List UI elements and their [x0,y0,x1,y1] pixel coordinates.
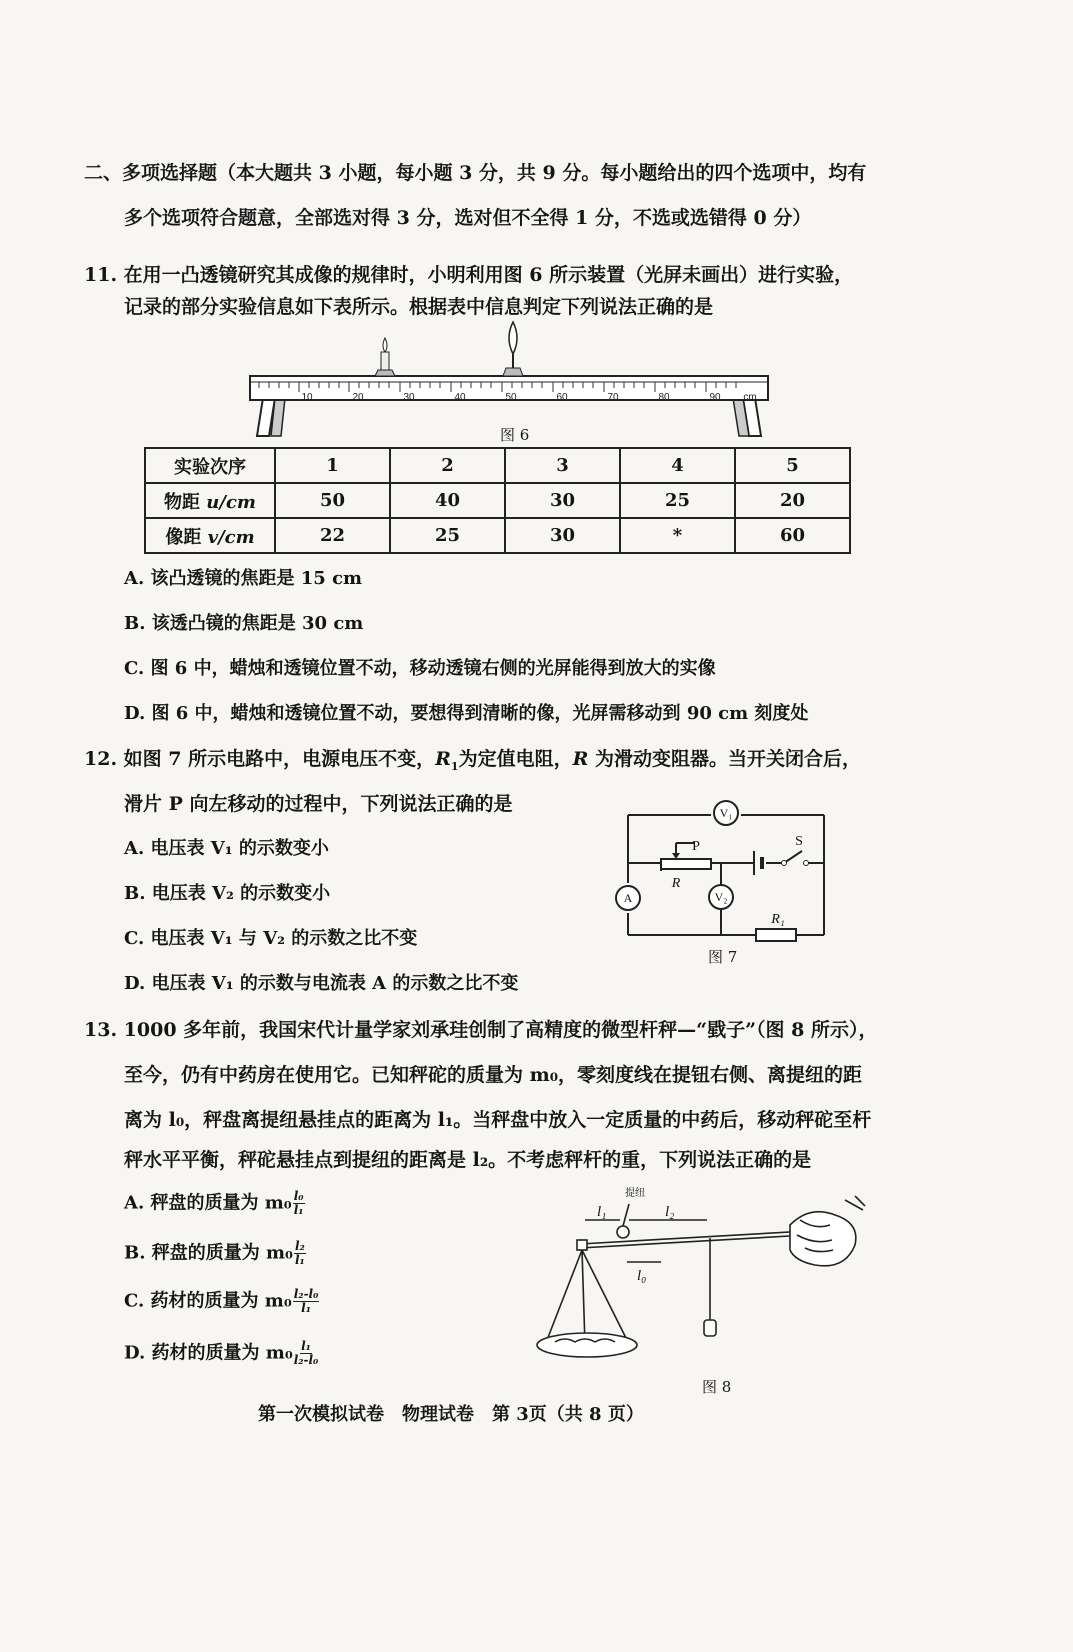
table-cell: 60 [735,518,850,553]
q11-option-d: D. 图 6 中，蜡烛和透镜位置不动，要想得到清晰的像，光屏需移动到 90 cm 刻度处 [124,703,809,724]
l2-label: l₂ [665,1204,675,1220]
table-cell [145,518,275,553]
q12-option-a: A. 电压表 V₁ 的示数变小 [124,838,329,859]
ruler-tick-label: 50 [505,392,517,403]
table-cell: 50 [275,483,390,518]
table-cell: 实验次序 [145,448,275,483]
table-cell [145,483,275,518]
fraction-numerator: l₀ [293,1189,304,1203]
table-cell: 25 [620,483,735,518]
option-text: A. 秤盘的质量为 m₀ [124,1192,292,1214]
fraction [294,1240,306,1267]
q13-stem-line1: 13. 1000 多年前，我国宋代计量学家刘承珪创制了高精度的微型杆秤—“戥子”（图 8 所示）， [84,1019,878,1041]
resistor-label: R₁ [771,912,785,927]
table-cell: * [620,518,735,553]
q13-stem-line4: 秤水平平衡，秤砣悬挂点到提纽的距离是 l₂。不考虑秤杆的重，下列说法正确的是 [124,1149,812,1171]
l1-label: l₁ [597,1204,607,1220]
option-text: D. 药材的质量为 m₀ [124,1342,293,1364]
table-cell: 22 [275,518,390,553]
row-label: 像距 [165,526,208,548]
convex-lens-icon [503,322,523,376]
q11-stem-line2: 记录的部分实验信息如下表所示。根据表中信息判定下列说法正确的是 [124,296,714,318]
rheostat-label: R [671,876,681,891]
figure-6-caption: 图 6 [500,426,530,444]
table-cell: 25 [390,518,505,553]
figure-8-steelyard [525,1180,885,1390]
section-heading-line2: 多个选项符合题意，全部选对得 3 分，选对但不全得 1 分，不选或选错得 0 分） [124,207,812,229]
q12-text: 为定值电阻， [458,748,573,770]
q12-stem-line2: 滑片 P 向左移动的过程中，下列说法正确的是 [124,793,513,815]
candle-icon [375,338,395,376]
fraction-denominator: l₂-l₀ [293,1353,319,1367]
knob-label: 提纽 [625,1188,645,1199]
figure-8-caption: 图 8 [702,1378,732,1396]
slider-label: P [692,839,700,854]
figure-7-caption: 图 7 [708,948,738,966]
table-cell: 5 [735,448,850,483]
q12-var-r1-sub: 1 [450,759,459,773]
ruler-tick-label: 90 [709,392,721,403]
q12-text: 12. 如图 7 所示电路中，电源电压不变， [84,748,436,770]
q13-option-b [124,1240,306,1267]
table-row [145,448,850,483]
q12-option-c: C. 电压表 V₁ 与 V₂ 的示数之比不变 [124,928,418,949]
table-cell: 3 [505,448,620,483]
fraction-denominator: l₁ [293,1203,304,1217]
q13-stem-line2: 至今，仍有中药房在使用它。已知秤砣的质量为 m₀，零刻度线在提钮右侧、离提纽的距 [124,1064,863,1086]
fraction-numerator: l₂ [294,1239,305,1253]
fraction-denominator: l₁ [301,1301,311,1315]
table-row [145,483,850,518]
q12-stem-line1 [84,746,861,780]
ruler-tick-label: 30 [403,392,415,403]
page-footer: 第一次模拟试卷 物理试卷 第 3页（共 8 页） [258,1404,644,1425]
table-cell: 2 [390,448,505,483]
table-cell: 30 [505,518,620,553]
q12-var-r: R [572,748,589,770]
ruler-tick-label: 60 [556,392,568,403]
section-heading-line1: 二、多项选择题（本大题共 3 小题，每小题 3 分，共 9 分。每小题给出的四个选项中，均有 [84,162,867,184]
ruler-tick-label: 40 [454,392,466,403]
table-row [145,518,850,553]
fraction [294,1340,319,1367]
q11-option-a: A. 该凸透镜的焦距是 15 cm [124,568,363,589]
fraction-numerator: l₁ [301,1339,311,1353]
q11-option-b: B. 该透凸镜的焦距是 30 cm [124,613,364,634]
table-cell: 20 [735,483,850,518]
fraction-numerator: l₂-l₀ [293,1287,319,1301]
voltmeter-v2-icon: V₂ [714,890,728,904]
ruler-tick-label: 70 [607,392,619,403]
fraction [293,1288,320,1315]
q13-stem-line3: 离为 l₀，秤盘离提纽悬挂点的距离为 l₁。当秤盘中放入一定质量的中药后，移动秤砣至杆 [124,1109,872,1131]
ruler-tick-label: 10 [301,392,313,403]
experiment-table [144,447,851,554]
q13-option-c [124,1288,319,1315]
row-label-unit: u/cm [206,491,256,513]
figure-7-circuit [606,795,836,945]
table-cell: 1 [275,448,390,483]
fraction-denominator: l₁ [294,1253,305,1267]
q13-option-d [124,1340,318,1367]
row-label: 物距 [164,491,207,513]
voltmeter-v1-icon: V₁ [719,806,733,820]
row-label-unit: v/cm [207,526,255,548]
q13-option-a [124,1190,305,1217]
table-cell: 40 [390,483,505,518]
q12-var-r1: R [435,748,451,770]
fraction [293,1190,305,1217]
q12-text: 为滑动变阻器。当开关闭合后， [588,748,862,770]
ammeter-icon: A [623,891,633,905]
q12-option-b: B. 电压表 V₂ 的示数变小 [124,883,331,904]
q11-stem-line1: 11. 在用一凸透镜研究其成像的规律时，小明利用图 6 所示装置（光屏未画出）进行实验， [84,264,854,286]
switch-label: S [795,834,803,849]
l0-label: l₀ [637,1268,647,1284]
option-text: B. 秤盘的质量为 m₀ [124,1242,293,1264]
table-cell: 30 [505,483,620,518]
table-cell: 4 [620,448,735,483]
ruler-tick-label: 80 [658,392,670,403]
q11-option-c: C. 图 6 中，蜡烛和透镜位置不动，移动透镜右侧的光屏能得到放大的实像 [124,658,716,679]
option-text: C. 药材的质量为 m₀ [124,1290,292,1312]
q12-option-d: D. 电压表 V₁ 的示数与电流表 A 的示数之比不变 [124,973,519,994]
ruler-tick-label: cm [743,392,757,403]
ruler-tick-label: 20 [352,392,364,403]
